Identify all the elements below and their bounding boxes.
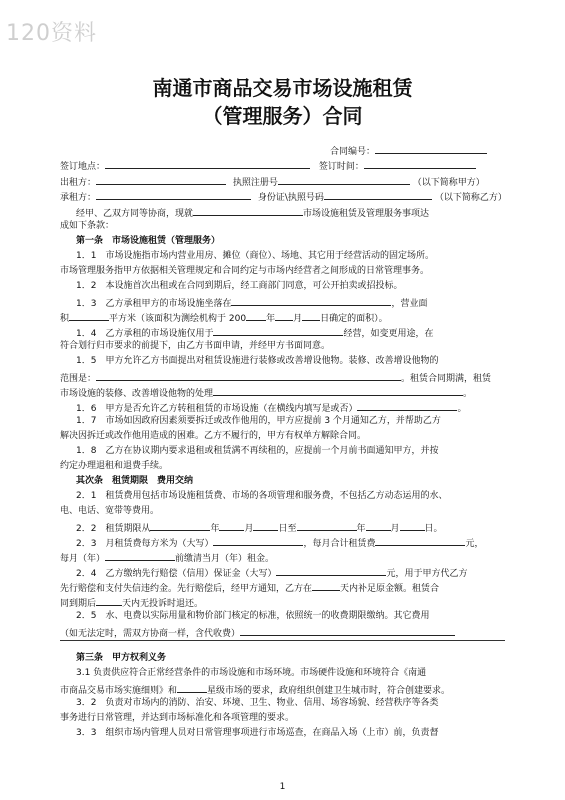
article3-heading: 第三条 甲方权利义务 [76,653,167,663]
clause-1-3-b: ，营业面 [391,299,428,309]
year-blank [246,310,266,321]
clause-1-3-d: 平方米（该面积为测绘机构于 200 [109,314,247,324]
lessor-row [60,174,485,189]
clause-2-4-cont2 [60,595,203,610]
clause-1-4-b: 经营，如变更用途，在 [343,329,434,339]
clause-3-2: 3．2 负责对市场内的消防、治安、环境、卫生、物业、信用、场容场貌、经营秩序等各类 [76,698,439,708]
id-license-label: 身份证\执照号码 [257,193,324,203]
clause-2-2-b: 年 [210,524,220,534]
month-blank [275,310,293,321]
clause-1-1-cont: 市场管理服务指甲方依据相关管理规定和合同约定与市场内经营者之间形成的日常管理事务。 [60,266,430,276]
end-year-blank [297,520,357,531]
lessee-abbr: （以下简称乙方） [434,193,507,203]
clause-2-4-d: 天内补足原金额。租赁合 [340,584,440,594]
usage-blank [213,325,343,336]
lessee-row [60,189,507,204]
clause-1-5-c: 。租赁合同期满，租赁 [401,374,492,384]
star-level-blank [177,682,207,693]
clause-2-1-cont: 电、电话、宽带等费用。 [60,506,160,516]
clause-2-4-b: 元，用于甲方代乙方 [386,569,468,579]
clause-2-4-cont1 [60,580,439,595]
end-month-blank [366,520,391,531]
clause-1-3-cont [60,310,388,325]
clause-2-2-c: 月 [244,524,254,534]
clause-2-1: 2．1 租赁费用包括市场设施租赁费、市场的各项管理和服务费，不包括乙方动态运用的水、 [76,491,448,501]
clause-2-4-c: 先行赔偿和支付失信违约金。先行赔偿后，经甲方通知，乙方在 [60,584,313,594]
clause-1-3-g: 日确定的面积）。 [320,314,388,324]
clause-2-3 [76,535,483,550]
clause-3-2-cont: 事务进行日常管理，并达到市场标准化和各项管理的要求。 [60,713,295,723]
clause-1-8-cont: 约定办理退租和退费手续。 [60,461,169,471]
clause-1-2: 1．2 本设施首次出租或在合同到期后，经工商部门同意，可公开拍卖或招投标。 [76,281,403,291]
clause-1-3-e: 年 [266,314,276,324]
intro-line2: 成如下条款： [60,221,115,231]
clause-2-2-f: 月 [390,524,400,534]
deposit-blank [276,565,386,576]
clause-3-1: 3.1 负责供应符合正常经营条件的市场设施和市场环境。市场硬件设施和环境符合《南通 [76,668,427,678]
license-no-blank [278,174,410,185]
lessee-blank [96,189,251,200]
monthly-total-blank [375,535,465,546]
sign-time-label: 签订时间： [318,162,364,172]
clause-1-5: 1．5 甲方允许乙方书面提出对租赁设施进行装修或改善增设他物。装修、改善增设他物的 [76,356,439,366]
clause-2-2-g: 日。 [424,524,443,534]
replenish-days-blank [312,580,340,591]
clause-3-1-cont [60,682,450,697]
clause-1-6-b: 。 [457,404,467,414]
document-title-line2: （管理服务）合同 [202,104,363,128]
clause-1-4-cont: 符合划行归市要求的前提下，由乙方书面申请，并经甲方书面同意。 [60,341,331,351]
start-month-blank [219,520,244,531]
other-fees-rule [60,640,505,641]
end-day-blank [400,520,425,531]
sign-place-row [60,158,476,173]
page-number: 1 [279,782,286,792]
article2-heading: 其次条 租赁期限 费用交纳 [76,476,194,486]
clause-1-5-d: 市场设施的装修、改善增设他物的处理 [60,389,214,399]
clause-1-3-c: 积 [60,314,70,324]
clause-1-5-e: 。 [463,389,473,399]
day-blank [302,310,320,321]
clause-3-1-c: 星级市场的要求，政府组织创建卫生城市时，符合创建要求。 [207,686,451,696]
clause-2-4-a: 2．4 乙方缴纳先行赔偿（信用）保证金（大写） [76,569,277,579]
clause-2-3-cont [60,550,274,565]
clause-1-6-a: 1．6 甲方是否允许乙方转租租赁的市场设施（在横线内填写是或否） [76,404,358,414]
clause-1-3 [76,295,427,310]
intro-line1 [76,205,429,220]
clause-2-5-cont [60,625,455,640]
clause-1-5-b: 范围是： [60,374,97,384]
clause-2-3-d: 每月（年） [60,554,106,564]
clause-1-5-cont1 [60,370,491,385]
lessor-blank [96,174,226,185]
document-title-line1: 南通市商品交易市场设施租赁 [152,76,413,100]
start-day-blank [253,520,278,531]
clause-1-6 [76,400,466,415]
clause-2-4-e: 同到期后 [60,599,97,609]
clause-1-3-f: 月 [293,314,303,324]
lessor-label: 出租方： [60,178,97,188]
article1-heading: 第一条 市场设施租赁（管理服务） [76,236,221,246]
rent-rate-blank [213,535,303,546]
id-license-blank [324,189,432,200]
clause-3-1-b: 市商品交易市场实施细则》和 [60,686,178,696]
lessor-abbr: （以下简称甲方） [412,178,485,188]
clause-1-5-cont2 [60,385,472,400]
clause-2-4 [76,565,467,580]
sign-time-blank [364,158,476,169]
scope-blank [96,370,401,381]
disposal-blank [213,385,463,396]
clause-1-7: 1．7 市场如因政府因素须要拆迁或改作他用的，甲方应提前 3 个月通知乙方，并帮助乙方 [76,416,441,426]
contract-no-blank [375,143,487,154]
clause-2-3-e: 前缴清当月（年）租金。 [175,554,275,564]
sign-place-label: 签订地点： [60,162,106,172]
intro-b: 市场设施租赁及管理服务事项达 [303,209,430,219]
clause-2-2-e: 年 [356,524,366,534]
start-year-blank [150,520,210,531]
clause-2-5-b: （如无法定时，需双方协商一样，含代收费） [60,629,241,639]
clause-3-3: 3．3 组织市场内管理人员对日常管理事项进行市场巡查，在商品入场（上市）前，负责督 [76,728,439,738]
other-fees-blank [240,625,455,636]
refund-days-blank [96,595,122,606]
contract-no-row [330,143,487,158]
location-blank [231,295,391,306]
clause-2-5: 2．5 水、电费以实际用量和物价部门核定的标准，依照统一的收费期限缴纳。其它费用 [76,611,430,621]
clause-1-4-a: 1．4 乙方承租的市场设施仅用于 [76,329,214,339]
clause-1-1: 1．1 市场设施指市场内营业用房、摊位（商位）、场地、其它用于经营活动的固定场所。 [76,251,434,261]
clause-1-7-cont: 解决因拆迁或改作他用造成的困难。乙方不履行的，甲方有权单方解除合同。 [60,431,367,441]
clause-2-2-a: 2．2 租赁期限从 [76,524,151,534]
lessee-label: 承租方： [60,193,97,203]
watermark: 120资料 [6,21,97,46]
clause-2-3-a: 2．3 月租赁费每方米为（大写） [76,539,214,549]
clause-1-8: 1．8 乙方在协议期内要求退租或租赁满不再续租的，应提前一个月前书面通知甲方，并按 [76,446,439,456]
clause-2-3-b: ，每月合计租赁费 [303,539,376,549]
contract-no-label: 合同编号： [330,147,376,157]
intro-blank [193,205,303,216]
sign-place-blank [105,158,310,169]
pay-date-blank [105,550,175,561]
intro-a: 经甲、乙双方同等协商，现就 [76,209,194,219]
clause-1-4 [76,325,433,340]
clause-2-2-d: 日至 [278,524,297,534]
clause-1-3-a: 1．3 乙方承租甲方的市场设施坐落在 [76,299,232,309]
sublet-blank [357,400,457,411]
area-blank [69,310,109,321]
clause-2-4-f: 天内无投诉时退还。 [122,599,204,609]
clause-2-2 [76,520,443,535]
license-no-label: 执照注册号 [232,178,278,188]
clause-2-3-c: 元， [465,539,484,549]
